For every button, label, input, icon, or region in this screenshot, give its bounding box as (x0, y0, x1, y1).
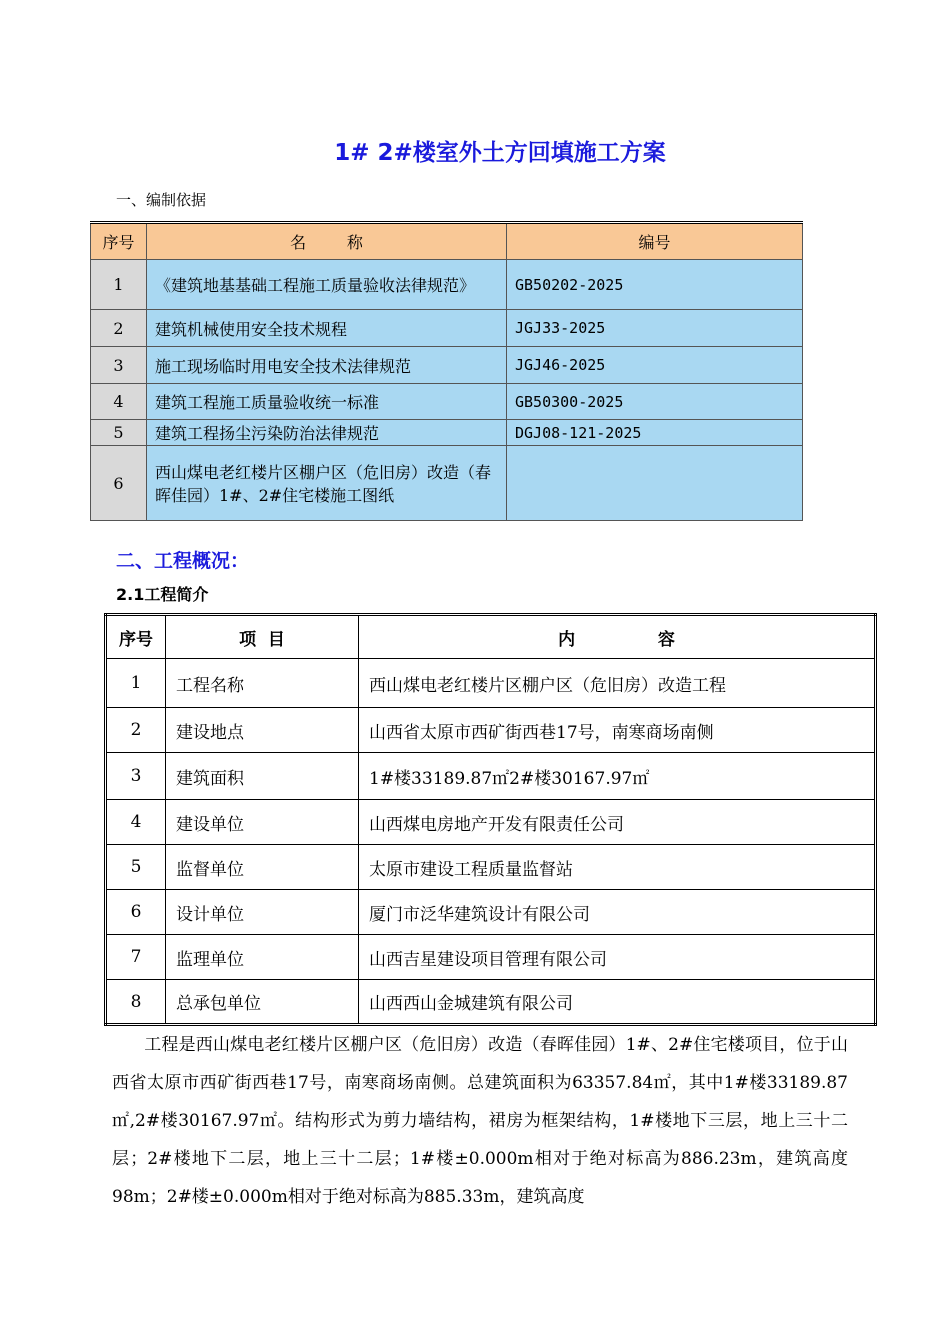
table-row (91, 347, 803, 384)
row-name: 施工现场临时用电安全技术法律规范 (147, 347, 507, 384)
row-content: 1#楼33189.87㎡2#楼30167.97㎡ (359, 753, 876, 800)
row-no: 3 (106, 753, 166, 800)
row-code: GB50300-2025 (507, 384, 803, 420)
row-code: JGJ33-2025 (507, 310, 803, 347)
table-row (91, 310, 803, 347)
table-row (106, 753, 876, 800)
row-no: 8 (106, 980, 166, 1025)
row-content: 山西西山金城建筑有限公司 (359, 980, 876, 1025)
row-no: 4 (91, 384, 147, 420)
table-row (106, 935, 876, 980)
table-row (91, 260, 803, 310)
header-content: 内 容 (359, 615, 876, 659)
header-item: 项 目 (166, 615, 359, 659)
table-row (106, 890, 876, 935)
row-code: GB50202-2025 (507, 260, 803, 310)
table-row (106, 800, 876, 845)
overview-table (104, 613, 877, 1026)
table-header-row (106, 615, 876, 659)
row-item: 总承包单位 (166, 980, 359, 1025)
table-row (91, 446, 803, 521)
row-no: 3 (91, 347, 147, 384)
row-no: 7 (106, 935, 166, 980)
table-row (106, 980, 876, 1025)
row-no: 2 (106, 708, 166, 753)
row-content: 山西吉星建设项目管理有限公司 (359, 935, 876, 980)
section-heading-basis: 一、编制依据 (116, 191, 207, 209)
row-code: DGJ08-121-2025 (507, 420, 803, 446)
overview-paragraph (112, 1026, 848, 1216)
row-name: 建筑机械使用安全技术规程 (147, 310, 507, 347)
table-row (91, 420, 803, 446)
row-code: JGJ46-2025 (507, 347, 803, 384)
row-name: 建筑工程施工质量验收统一标准 (147, 384, 507, 420)
header-no: 序号 (91, 223, 147, 260)
table-header-row (91, 223, 803, 260)
row-no: 1 (91, 260, 147, 310)
row-no: 4 (106, 800, 166, 845)
row-content: 太原市建设工程质量监督站 (359, 845, 876, 890)
table-row (106, 659, 876, 708)
paragraph-text: 工程是西山煤电老红楼片区棚户区（危旧房）改造（春晖佳园）1#、2#住宅楼项目，位于山西省太原市西矿街西巷17号，南寒商场南侧。总建筑面积为63357.84㎡，其中1#楼33189.87㎡,2#楼30167.97㎡。结构形式为剪力墙结构，裙房为框架结构，1#楼地下三层，地上三十二层；2#楼地下二层，地上三十二层；1#楼±0.000m相对于绝对标高为886.23m，建筑高度98m；2#楼±0.000m相对于绝对标高为885.33m，建筑高度 (112, 1035, 848, 1207)
row-item: 设计单位 (166, 890, 359, 935)
row-item: 建设单位 (166, 800, 359, 845)
table-row (106, 845, 876, 890)
row-item: 监理单位 (166, 935, 359, 980)
row-no: 6 (91, 446, 147, 521)
row-name: 西山煤电老红楼片区棚户区（危旧房）改造（春晖佳园）1#、2#住宅楼施工图纸 (147, 446, 507, 521)
row-content: 厦门市泛华建筑设计有限公司 (359, 890, 876, 935)
header-code: 编号 (507, 223, 803, 260)
subsection-heading-intro: 2.1工程简介 (116, 585, 209, 604)
row-no: 5 (91, 420, 147, 446)
row-no: 1 (106, 659, 166, 708)
row-no: 6 (106, 890, 166, 935)
table-row (91, 384, 803, 420)
document-title: 1# 2#楼室外土方回填施工方案 (334, 140, 666, 166)
section-heading-overview: 二、工程概况： (116, 550, 250, 572)
header-no: 序号 (106, 615, 166, 659)
table-row (106, 708, 876, 753)
row-no: 5 (106, 845, 166, 890)
row-item: 工程名称 (166, 659, 359, 708)
header-name: 名 称 (147, 223, 507, 260)
row-content: 西山煤电老红楼片区棚户区（危旧房）改造工程 (359, 659, 876, 708)
row-item: 建筑面积 (166, 753, 359, 800)
row-content: 山西省太原市西矿街西巷17号，南寒商场南侧 (359, 708, 876, 753)
row-no: 2 (91, 310, 147, 347)
row-code (507, 446, 803, 521)
row-content: 山西煤电房地产开发有限责任公司 (359, 800, 876, 845)
row-item: 监督单位 (166, 845, 359, 890)
row-item: 建设地点 (166, 708, 359, 753)
basis-table (90, 221, 803, 521)
row-name: 《建筑地基基础工程施工质量验收法律规范》 (147, 260, 507, 310)
row-name: 建筑工程扬尘污染防治法律规范 (147, 420, 507, 446)
